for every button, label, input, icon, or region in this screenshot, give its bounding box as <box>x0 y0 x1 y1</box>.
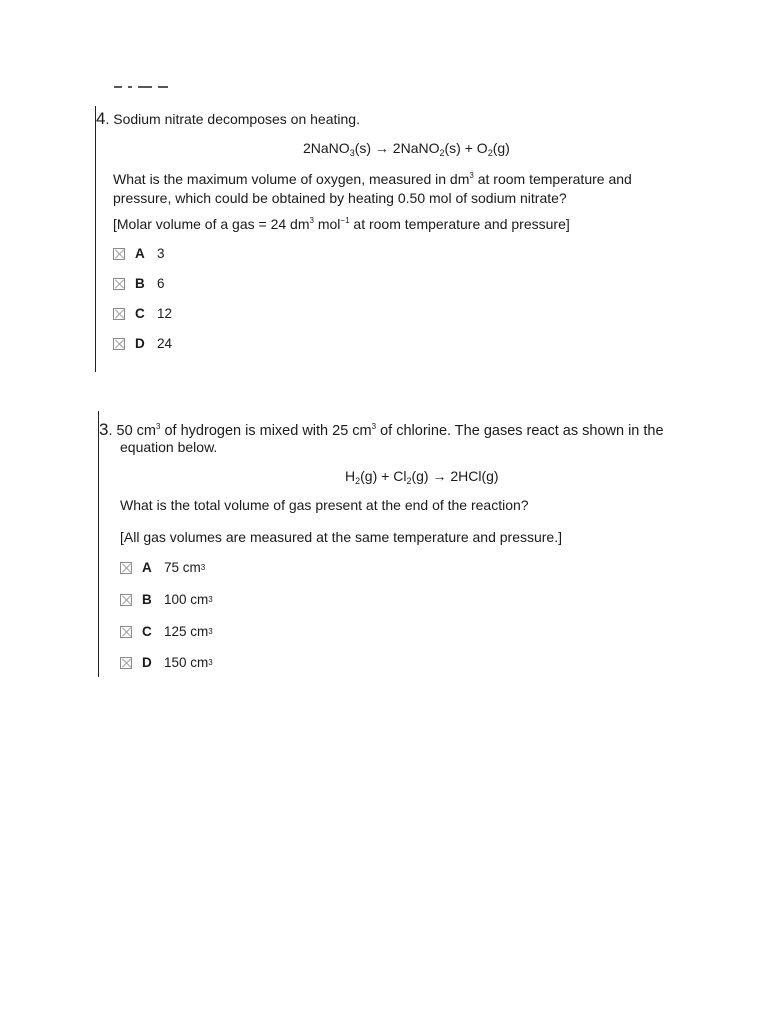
stem-text: . Sodium nitrate decomposes on heating. <box>105 111 360 127</box>
question-4 <box>95 106 656 372</box>
checkbox-icon[interactable] <box>120 626 132 638</box>
checkbox-icon[interactable] <box>113 338 125 350</box>
question-number: 4 <box>96 109 106 128</box>
question-text: What is the maximum volume of oxygen, measured in $dm^3$ at room temperature and pressure, which could be obtained by heating 0.50 mol of sodium nitrate? <box>113 171 632 206</box>
chemical-equation: 2NaNO$_3$(s) → 2NaNO$_2$(s) + $O_2(g)$ <box>303 140 510 158</box>
question-text: What is the total volume of gas present at the end of the reaction? <box>120 497 529 513</box>
stem-continuation: equation below. <box>120 439 218 455</box>
checkbox-icon[interactable] <box>120 562 132 574</box>
option-c[interactable]: C 12 <box>113 306 172 321</box>
chemical-equation: $H_2(g) + Cl_2(g) \to 2HCl(g)$ <box>345 468 499 486</box>
question-stem: 3. 50 $cm^3$ of hydrogen is mixed with 25 $cm^3$ of chlorine. The gases react as shown in the <box>99 420 664 439</box>
option-d[interactable]: D 24 <box>113 336 172 351</box>
checkbox-icon[interactable] <box>120 594 132 606</box>
gas-volume-note: [All gas volumes are measured at the same temperature and pressure.] <box>120 529 562 545</box>
option-a[interactable]: A 75 cm 3 <box>120 560 205 575</box>
cropped-text-remnant <box>114 86 194 90</box>
option-b[interactable]: B 6 <box>113 276 165 291</box>
option-b[interactable]: B 100 cm 3 <box>120 592 213 607</box>
checkbox-icon[interactable] <box>120 657 132 669</box>
question-3 <box>98 411 679 677</box>
checkbox-icon[interactable] <box>113 278 125 290</box>
question-stem <box>96 110 360 128</box>
question-number: 3 <box>99 420 109 439</box>
option-a[interactable]: A 3 <box>113 246 165 261</box>
option-c[interactable]: C 125 cm 3 <box>120 624 213 639</box>
molar-volume-note: [Molar volume of a gas = 24 $dm^3$ mol$^{-1}$ at room temperature and pressure] <box>113 216 570 232</box>
checkbox-icon[interactable] <box>113 248 125 260</box>
option-d[interactable]: D 150 cm 3 <box>120 655 213 670</box>
checkbox-icon[interactable] <box>113 308 125 320</box>
